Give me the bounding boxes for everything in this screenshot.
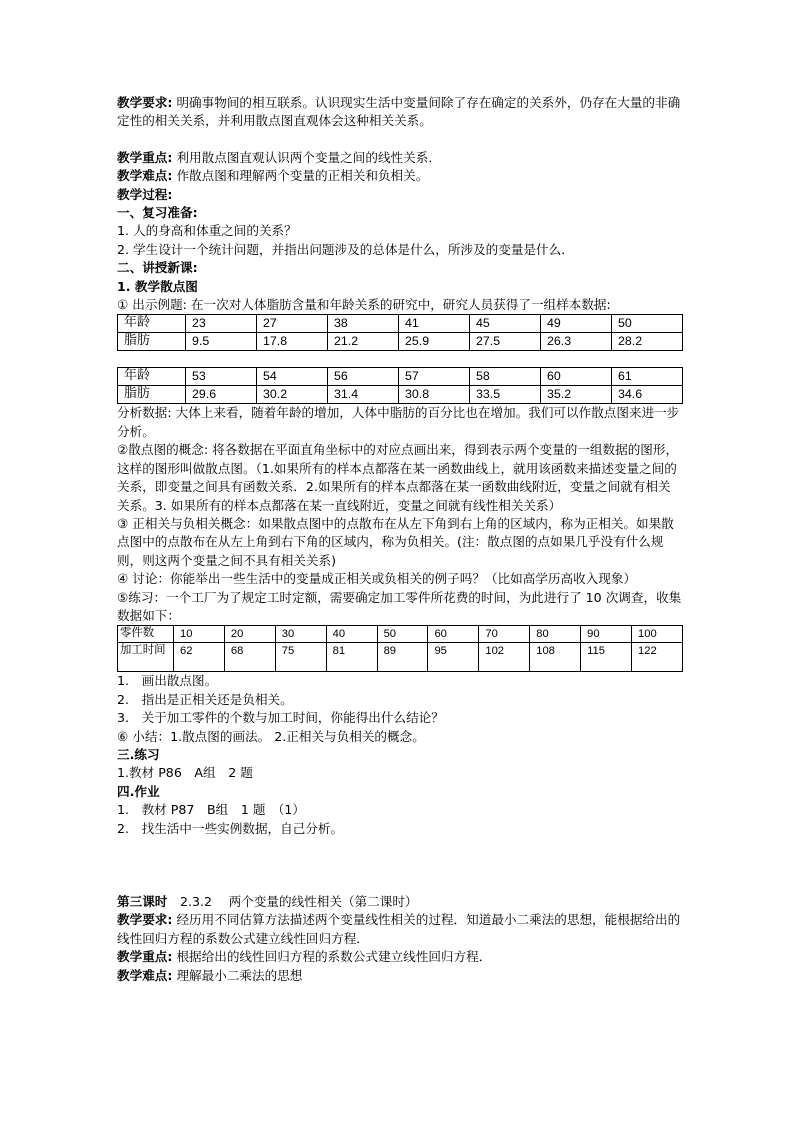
parts-time-table [117, 625, 683, 672]
table-cell: 30.2 [257, 386, 328, 404]
table-cell: 25.9 [399, 333, 470, 351]
table-cell: 122 [632, 643, 683, 672]
table-cell: 95 [428, 643, 479, 672]
table-cell: 40 [326, 626, 377, 643]
difficulties-text: 作散点图和理解两个变量的正相关和负相关。 [176, 168, 429, 184]
table-cell: 50 [612, 315, 683, 333]
row-label: 年龄 [118, 315, 186, 333]
teaching-difficulties-2 [117, 967, 683, 985]
table-row [118, 333, 683, 351]
lesson-title: 2.3.2 两个变量的线性相关（第二课时） [167, 894, 418, 909]
row-label: 加工时间 [118, 643, 174, 672]
label-key-points: 教学重点: [117, 149, 173, 165]
scatter-concept-paragraph: ②散点图的概念: 将各数据在平面直角坐标中的对应点画出来，得到表示两个变量的一组数据的图形，这样的图形叫做散点图。（1.如果所有的样本点都落在某一函数曲线上，就用该函数来描述变量之间的关系，即变量之间具有函数关系．2.如果所有的样本点都落在某一函数曲线附近，变量之间就有相关关系。3. 如果所有的样本点都落在某一直线附近，变量之间就有线性相关关系） [117, 442, 679, 513]
teaching-requirements-2 [117, 911, 683, 948]
table-cell: 56 [328, 368, 399, 386]
review-item: 1. 人的身高和体重之间的关系？ [117, 223, 297, 239]
row-label: 脂肪 [118, 386, 186, 404]
table-cell: 17.8 [257, 333, 328, 351]
table-cell: 102 [479, 643, 530, 672]
table-cell: 68 [224, 643, 275, 672]
table-cell: 108 [530, 643, 581, 672]
table-cell: 20 [224, 626, 275, 643]
table-cell: 60 [428, 626, 479, 643]
table-cell: 10 [174, 626, 225, 643]
table-row [118, 368, 683, 386]
table-cell: 26.3 [541, 333, 612, 351]
teaching-key-points [117, 149, 683, 167]
teaching-key-points-2 [117, 948, 683, 966]
row-label: 脂肪 [118, 333, 186, 351]
table-cell: 62 [174, 643, 225, 672]
age-fat-table-1 [117, 314, 683, 351]
correlation-paragraph: ③ 正相关与负相关概念：如果散点图中的点散布在从左下角到右上角的区域内，称为正相关。如果散点图中的点散布在从左上角到右下角的区域内，称为负相关。(注：散点图的点如果几乎没有什么规则，则这两个变量之间不具有相关关系) [117, 515, 674, 568]
label-requirements: 教学要求: [117, 912, 173, 928]
teaching-difficulties [117, 167, 683, 185]
table-row [118, 626, 683, 643]
difficulties-text: 理解最小二乘法的思想 [176, 967, 303, 983]
table-cell: 30 [275, 626, 326, 643]
table-cell: 115 [581, 643, 632, 672]
label-difficulties: 教学难点: [117, 168, 173, 184]
lesson-label: 第三课时 [117, 894, 168, 909]
example-intro: ① 出示例题: 在一次对人体脂肪含量和年龄关系的研究中，研究人员获得了一组样本数据: [117, 297, 611, 313]
analysis-paragraph: 分析数据: 大体上来看，随着年龄的增加，人体中脂肪的百分比也在增加。我们可以作散点图来进一步分析。 [117, 405, 680, 439]
table-cell: 60 [541, 368, 612, 386]
table-cell: 49 [541, 315, 612, 333]
exercise-paragraph: ⑤练习：一个工厂为了规定工时定额，需要确定加工零件所花费的时间，为此进行了 10 次调查，收集数据如下： [117, 589, 682, 623]
table-cell: 34.6 [612, 386, 683, 404]
table-cell: 70 [479, 626, 530, 643]
table-cell: 29.6 [186, 386, 257, 404]
label-key-points: 教学重点: [117, 949, 173, 965]
table-cell: 100 [632, 626, 683, 643]
scatter-plot-heading: 1. 教学散点图 [117, 278, 198, 294]
table-cell: 31.4 [328, 386, 399, 404]
table-cell: 80 [530, 626, 581, 643]
summary-paragraph: ⑥ 小结：1.散点图的画法。 2.正相关与负相关的概念。 [117, 728, 425, 744]
teaching-process-heading: 教学过程: [117, 186, 173, 202]
practice-item: 1.教材 P86 A组 2 题 [117, 765, 253, 781]
homework-item: 1. 教材 P87 B组 1 题 （1） [117, 802, 305, 818]
table-cell: 75 [275, 643, 326, 672]
table-cell: 50 [377, 626, 428, 643]
new-lesson-heading: 二、讲授新课: [117, 260, 198, 276]
table-cell: 23 [186, 315, 257, 333]
table-cell: 58 [470, 368, 541, 386]
task-item: 1. 画出散点图。 [117, 673, 218, 689]
review-heading: 一、复习准备: [117, 205, 198, 221]
lesson-title-line [117, 893, 683, 911]
table-cell: 38 [328, 315, 399, 333]
row-label: 零件数 [118, 626, 174, 643]
task-item: 2. 指出是正相关还是负相关。 [117, 691, 293, 707]
practice-heading: 三.练习 [117, 746, 160, 762]
table-cell: 90 [581, 626, 632, 643]
table-cell: 61 [612, 368, 683, 386]
key-points-text: 利用散点图直观认识两个变量之间的线性关系． [176, 149, 441, 165]
teaching-requirements [117, 94, 683, 131]
document-page [117, 94, 683, 985]
table-cell: 41 [399, 315, 470, 333]
homework-item: 2. 找生活中一些实例数据，自己分析。 [117, 820, 344, 836]
table-cell: 53 [186, 368, 257, 386]
discussion-paragraph: ④ 讨论：你能举出一些生活中的变量成正相关或负相关的例子吗？（比如高学历高收入现象） [117, 571, 637, 587]
key-points-text: 根据给出的线性回归方程的系数公式建立线性回归方程． [176, 949, 492, 965]
table-cell: 27.5 [470, 333, 541, 351]
requirements-text: 明确事物间的相互联系。认识现实生活中变量间除了存在确定的关系外，仍存在大量的非确定性的相关关系，并利用散点图直观体会这种相关关系。 [117, 95, 681, 129]
requirements-text: 经历用不同估算方法描述两个变量线性相关的过程．知道最小二乘法的思想，能根据给出的线性回归方程的系数公式建立线性回归方程． [117, 912, 681, 946]
table-cell: 35.2 [541, 386, 612, 404]
table-cell: 30.8 [399, 386, 470, 404]
age-fat-table-2 [117, 367, 683, 404]
row-label: 年龄 [118, 368, 186, 386]
table-cell: 54 [257, 368, 328, 386]
table-cell: 21.2 [328, 333, 399, 351]
table-cell: 27 [257, 315, 328, 333]
task-item: 3. 关于加工零件的个数与加工时间，你能得出什么结论？ [117, 710, 444, 726]
label-requirements: 教学要求: [117, 95, 173, 110]
table-cell: 89 [377, 643, 428, 672]
table-cell: 57 [399, 368, 470, 386]
table-row [118, 386, 683, 404]
table-cell: 33.5 [470, 386, 541, 404]
review-item: 2. 学生设计一个统计问题，并指出问题涉及的总体是什么，所涉及的变量是什么． [117, 241, 574, 257]
table-cell: 9.5 [186, 333, 257, 351]
table-row [118, 315, 683, 333]
label-difficulties: 教学难点: [117, 967, 173, 983]
table-cell: 45 [470, 315, 541, 333]
table-cell: 81 [326, 643, 377, 672]
table-cell: 28.2 [612, 333, 683, 351]
table-row [118, 643, 683, 672]
homework-heading: 四.作业 [117, 783, 160, 799]
